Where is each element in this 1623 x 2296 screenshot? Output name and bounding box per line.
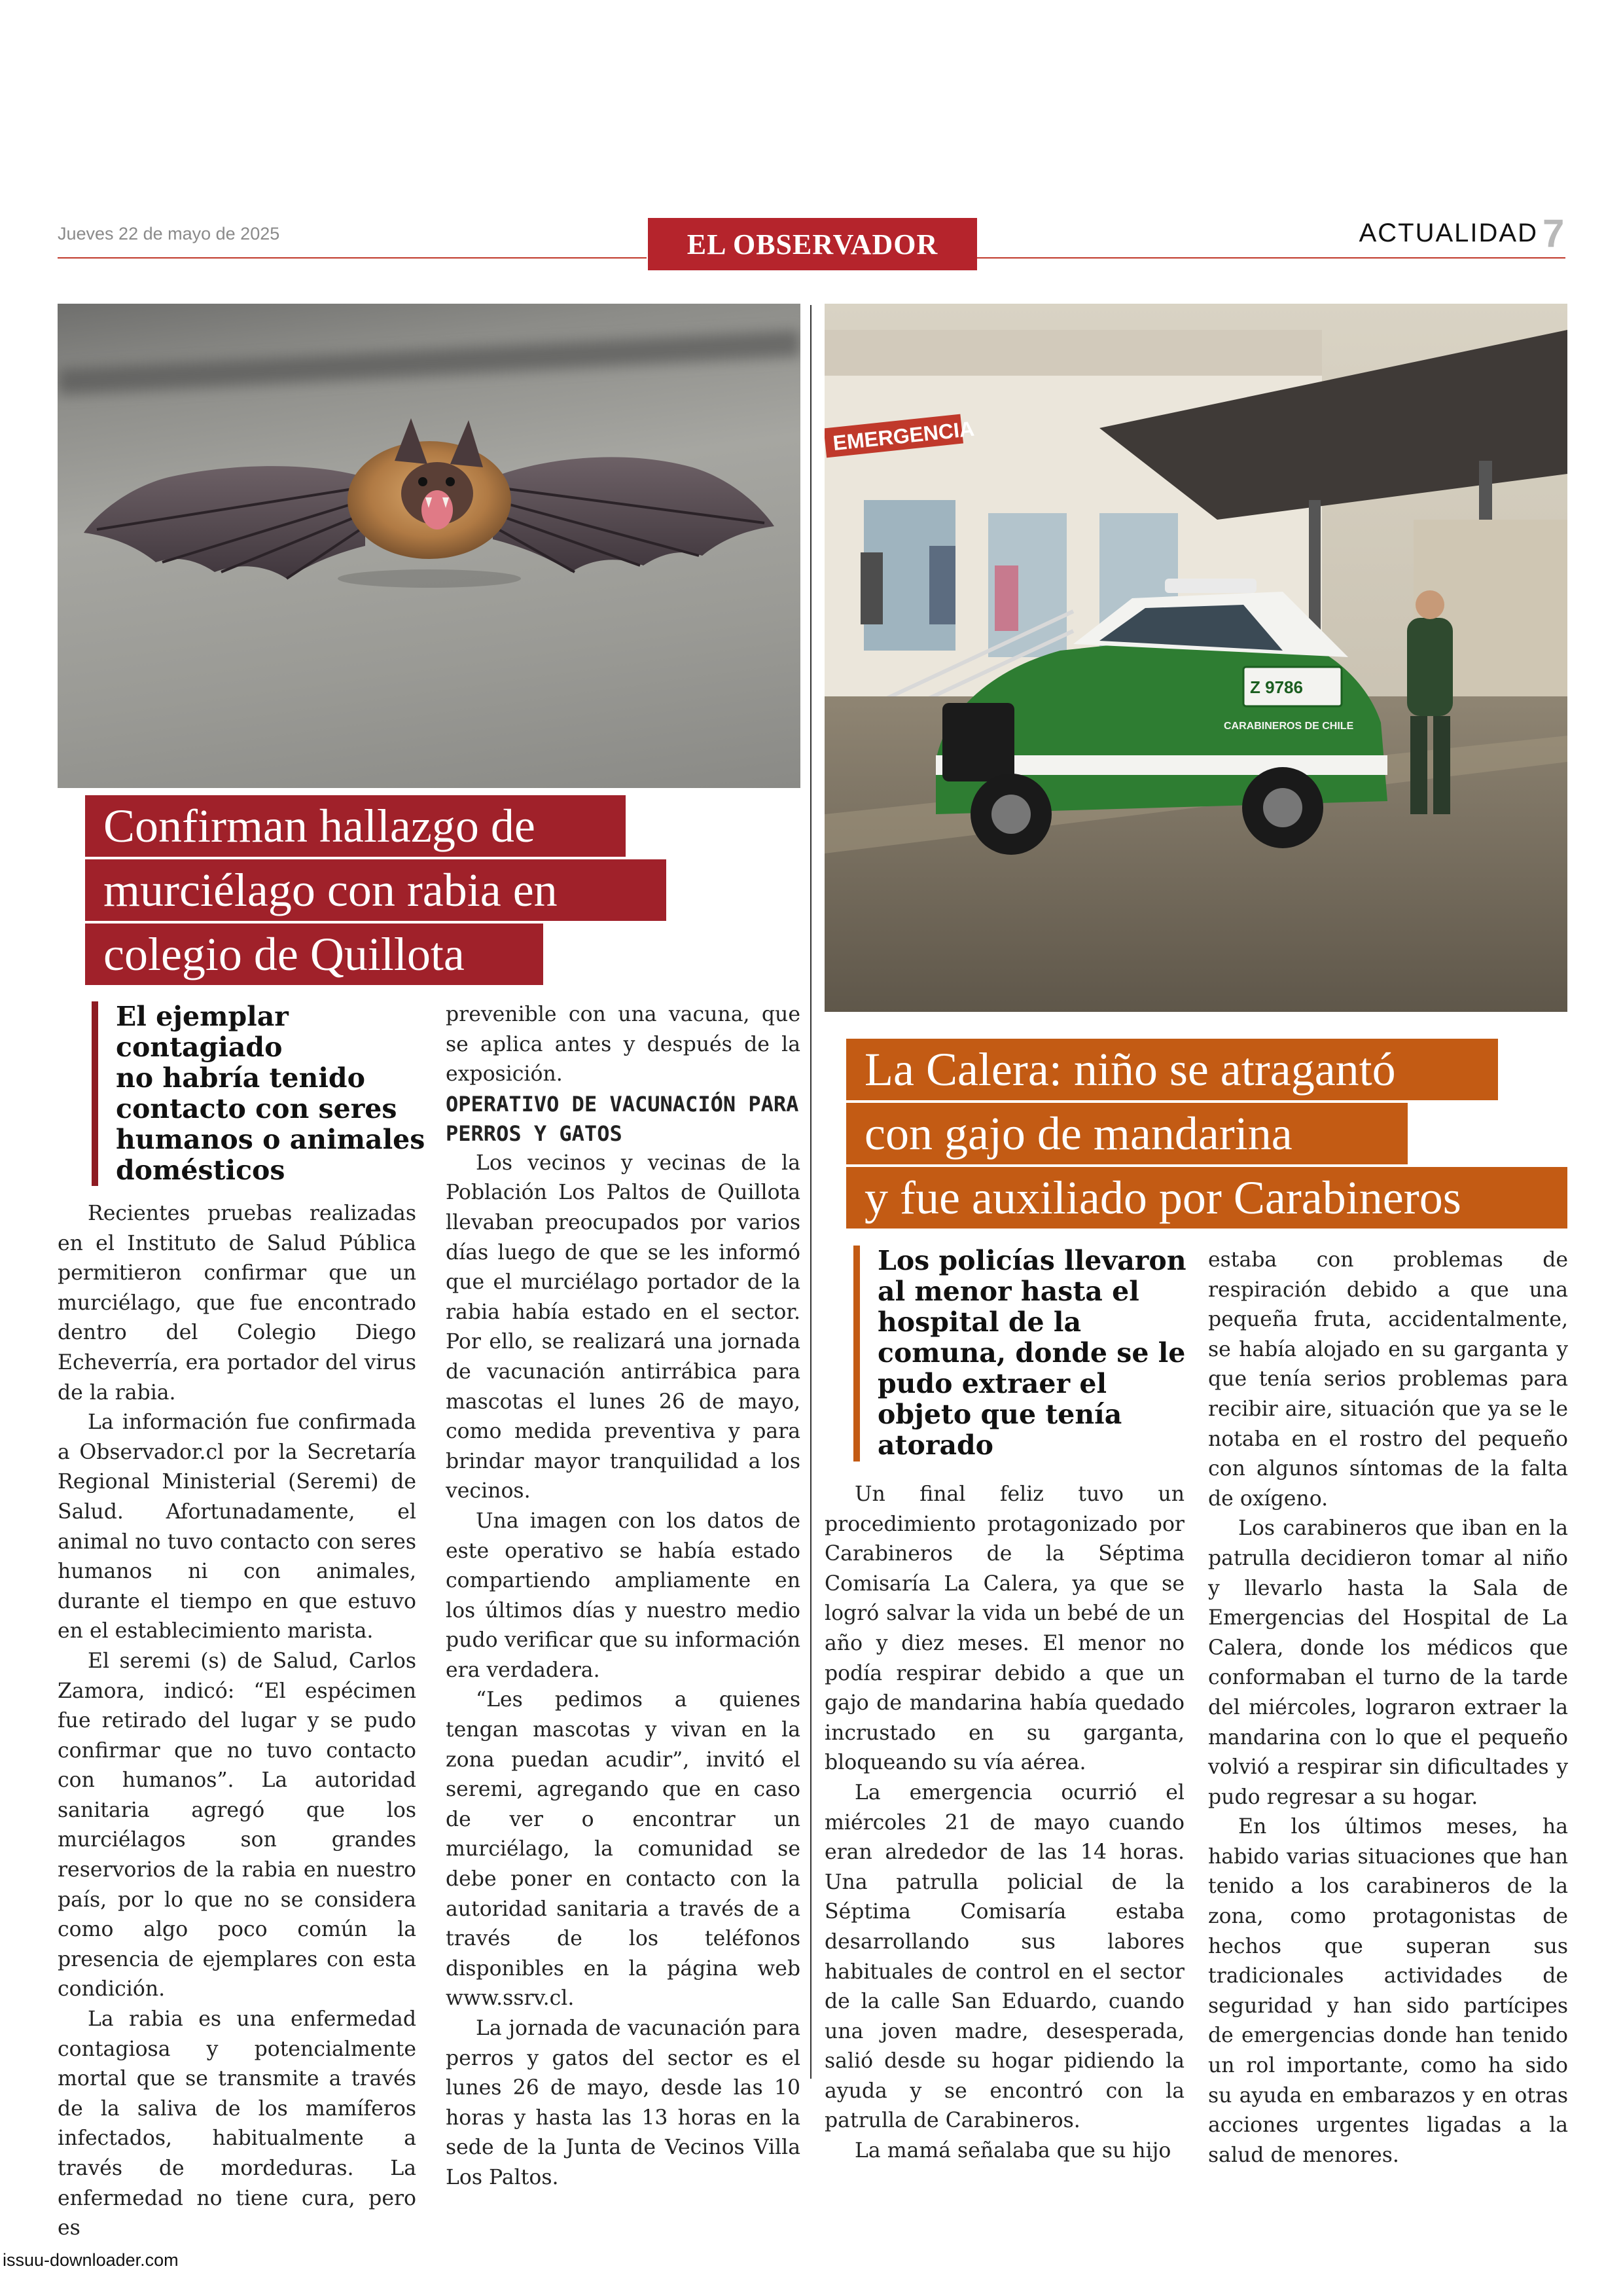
footer-credit: issuu-downloader.com [3,2250,179,2270]
deck-right-line: objeto que tenía [878,1399,1122,1430]
deck-left-line: contacto con seres [116,1093,397,1124]
paragraph: Un final feliz tuvo un procedimiento protagonizado por Carabineros de la Séptima Comisaría La Calera, ya que se logró salvar la vida un bebé de un año y diez meses. El menor no podía respirar debido a que un gajo de mandarina había quedado incrustado en su garganta, bloqueando su vía aérea. [825,1482,1185,1775]
deck-right [853,1246,1194,1462]
paragraph: En los últimos meses, ha habido varias situaciones que han tenido a los carabineros de la zona, como protagonistas de hechos que superan sus tradicionales actividades de seguridad y han sido partícipes de emergencias donde han tenido un rol importante, como ha sido su ayuda en embarazos y en otras acciones urgentes ligadas a la salud de menores. [1208,1815,1568,2167]
deck-right-line: Los policías llevaron [878,1245,1186,1276]
section-subhead: OPERATIVO DE VACUNACIÓN PARA PERROS Y GATOS [446,1091,799,1146]
paragraph: La rabia es una enfermedad contagiosa y potencialmente mortal que se transmite a través de la saliva de los mamíferos infectados, habitualmente a través de mordeduras. La enfermedad no tiene cura, pero es [58,2007,416,2240]
paragraph: prevenible con una vacuna, que se aplica antes y después de la exposición. [446,1003,800,1086]
headline-right-line-1: La Calera: niño se atragantó [846,1039,1498,1100]
emergency-sign-text: EMERGENCIA [832,416,976,456]
paragraph: Recientes pruebas realizadas en el Instituto de Salud Pública permitieron confirmar que un murciélago, que fue encontrado dentro del Colegio Diego Echeverría, era portador del virus de la rabia. [58,1202,416,1405]
paragraph: La información fue confirmada a Observador.cl por la Secretaría Regional Ministerial (Seremi) de Salud. Afortunadamente, el animal no tuvo contacto con seres humanos ni con animales, durante el tiempo en que estuvo en el establecimiento marista. [58,1410,416,1643]
paragraph: “Les pedimos a quienes tengan mascotas y vivan en la zona puedan acudir”, invitó el seremi, agregando que en caso de ver o encontrar un murciélago, la comunidad se debe poner en contacto con la autoridad sanitaria a través de a través de los teléfonos disponibles en la página web www.ssrv.cl. [446,1688,800,2011]
deck-left-line: humanos o animales [116,1124,425,1155]
masthead-rule-left [58,257,647,259]
headline-right-line-3: y fue auxiliado por Carabineros [846,1167,1567,1229]
paragraph: La emergencia ocurrió el miércoles 21 de mayo cuando eran alrededor de las 14 horas. Una patrulla policial de la Séptima Comisaría estaba desarrollando sus labores habituales de control en el sector de la calle San Eduardo, cuando una joven madre, desesperada, salió desde su hogar pidiendo la ayuda y se encontró con la patrulla de Carabineros. [825,1780,1185,2133]
deck-right-line: comuna, donde se le [878,1337,1186,1369]
paragraph: estaba con problemas de respiración debido a que una pequeña fruta, accidentalmente, se había alojado en su garganta y que tenía serios problemas para recibir aire, situación que ya se le notaba en el rostro del pequeño con algunos síntomas de la falta de oxígeno. [1208,1248,1568,1511]
column-divider [810,305,812,2079]
deck-left-line: El ejemplar [116,1001,289,1032]
deck-right-line: hospital de la [878,1306,1082,1338]
page-number: 7 [1543,211,1565,255]
headline-left-line-1: Confirman hallazgo de [85,795,626,857]
deck-left [92,1001,432,1186]
headline-left-line-2: murciélago con rabia en [85,859,666,921]
police-photo [825,304,1567,1012]
masthead-rule-right [976,257,1565,259]
vehicle-side-text: CARABINEROS DE CHILE [1224,721,1354,732]
newspaper-logo-text: EL OBSERVADOR [687,228,938,260]
paragraph: Los carabineros que iban en la patrulla decidieron tomar al niño y llevarlo hasta la Sala de Emergencias del Hospital de La Calera, donde los médicos que conformaban el turno de la tarde del miércoles, lograron extraer la mandarina con lo que el pequeño volvió a respirar sin dificultades y pudo regresar a su hogar. [1208,1516,1568,1809]
deck-right-line: atorado [878,1429,994,1461]
deck-right-line: pudo extraer el [878,1368,1107,1399]
bat-illustration [58,304,800,788]
headline-right-line-2: con gajo de mandarina [846,1103,1408,1164]
paragraph: La jornada de vacunación para perros y gatos del sector es el lunes 26 de mayo, desde las 10 horas y hasta las 13 horas en la sede de la Junta de Vecinos Villa Los Paltos. [446,2017,800,2189]
deck-left-line: no habría tenido [116,1062,365,1094]
paragraph: El seremi (s) de Salud, Carlos Zamora, indicó: “El espécimen fue retirado del lugar y se pudo confirmar que no tuvo contacto con humanos”. La autoridad sanitaria agregó que los murciélagos son grandes reservorios de la rabia en nuestro país, por lo que no se considera como algo poco común la presencia de ejemplares con esta condición. [58,1649,416,2001]
article-left-column-1 [58,1199,416,2244]
vehicle-plate-text: Z 9786 [1250,677,1303,697]
deck-left-line: contagiado [116,1031,283,1063]
section-label: ACTUALIDAD [1359,219,1538,247]
hospital-scene-illustration [825,304,1567,1012]
paragraph: Una imagen con los datos de este operativo se había estado compartiendo ampliamente en los últimos días y nuestro medio pudo verificar que su información era verdadera. [446,1509,800,1682]
paragraph: La mamá señalaba que su hijo [855,2139,1171,2163]
bat-photo [58,304,800,788]
article-right-column-1 [825,1480,1185,2166]
headline-left-line-3: colegio de Quillota [85,924,543,985]
issue-date: Jueves 22 de mayo de 2025 [58,224,280,243]
deck-left-line: domésticos [116,1155,285,1186]
newspaper-logo [648,218,977,270]
article-left-column-2 [446,1000,800,2193]
deck-right-line: al menor hasta el [878,1276,1139,1307]
paragraph: Los vecinos y vecinas de la Población Los Paltos de Quillota llevaban preocupados por varios días luego de que se les informó que el murciélago portador de la rabia había estado en el sector. Por ello, se realizará una jornada de vacunación antirrábica para mascotas el lunes 26 de mayo, como medida preventiva y para brindar mayor tranquilidad a los vecinos. [446,1151,800,1503]
article-right-column-2 [1208,1246,1568,2170]
